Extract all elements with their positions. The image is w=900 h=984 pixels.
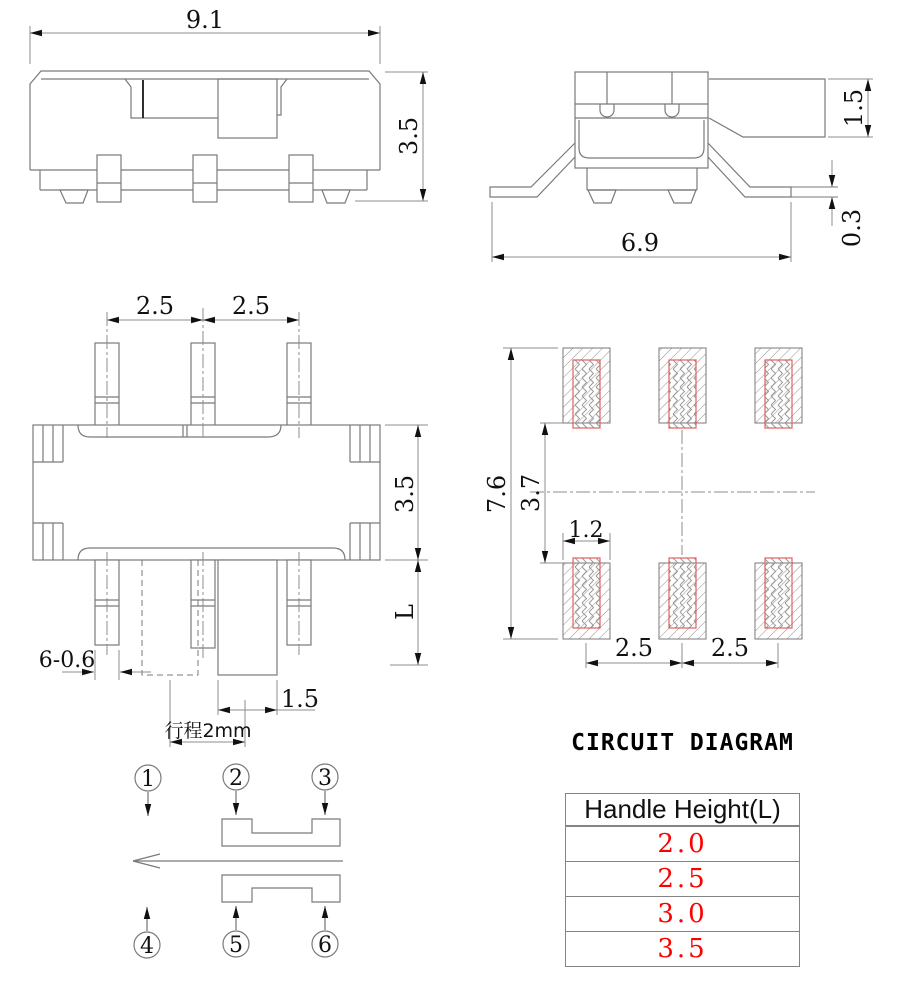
land-inner-height-dim-label: 3.7 — [517, 473, 545, 513]
handle-height-table — [565, 793, 800, 967]
bottom-pin-width-dim-label: 6-0.6 — [38, 648, 96, 673]
bottom-view-handle — [218, 560, 277, 675]
bottom-travel-dim-label: 行程2mm — [164, 720, 252, 742]
side-view — [490, 72, 838, 203]
land-pitch-a-dim-label: 2.5 — [614, 634, 654, 662]
handle-height-value-3: 3.0 — [566, 897, 800, 932]
land-total-height-dim-label: 7.6 — [483, 474, 511, 514]
land-pattern-view — [483, 348, 815, 668]
bottom-view — [33, 343, 380, 675]
terminal-5-label: 5 — [229, 933, 243, 958]
bottom-handle-width-dim-label: 1.5 — [280, 685, 320, 713]
side-handle-dim-label: 1.5 — [840, 88, 868, 128]
front-view-dimensions — [30, 26, 428, 201]
side-view-handle — [709, 79, 825, 137]
bottom-height-dim-label: 3.5 — [391, 474, 419, 514]
front-view-legs — [97, 155, 313, 202]
handle-height-value-4: 3.5 — [566, 932, 800, 967]
contact-top — [222, 819, 340, 846]
terminal-2-label: 2 — [229, 766, 243, 791]
slider-arrow — [133, 854, 343, 868]
handle-height-value-2: 2.5 — [566, 862, 800, 897]
terminal-3-label: 3 — [318, 766, 332, 791]
bottom-pitch-a-dim-label: 2.5 — [135, 292, 175, 320]
bottom-handle-length-dim-label: L — [391, 604, 419, 620]
side-width-dim-label: 6.9 — [620, 229, 660, 257]
front-view-actuator — [125, 79, 287, 138]
side-standoff-dim-label: 0.3 — [838, 208, 866, 248]
side-view-brackets — [490, 143, 838, 197]
front-view — [30, 71, 380, 203]
terminal-4-label: 4 — [140, 934, 154, 959]
land-pad-width-dim-label: 1.2 — [568, 518, 604, 543]
front-height-dim-label: 3.5 — [395, 116, 423, 156]
circuit-diagram-title: CIRCUIT DIAGRAM — [571, 730, 794, 756]
bottom-pitch-b-dim-label: 2.5 — [231, 292, 271, 320]
bottom-view-handle-alt-position — [142, 560, 198, 675]
handle-height-value-1: 2.0 — [566, 826, 800, 862]
side-view-dimensions — [492, 79, 873, 262]
handle-height-header: Handle Height(L) — [566, 794, 800, 827]
terminal-6-label: 6 — [318, 933, 332, 958]
terminal-1-label: 1 — [141, 767, 155, 792]
land-pitch-b-dim-label: 2.5 — [710, 634, 750, 662]
circuit-diagram — [133, 764, 343, 958]
front-width-dim-label: 9.1 — [185, 6, 225, 34]
contact-bottom — [222, 875, 340, 902]
